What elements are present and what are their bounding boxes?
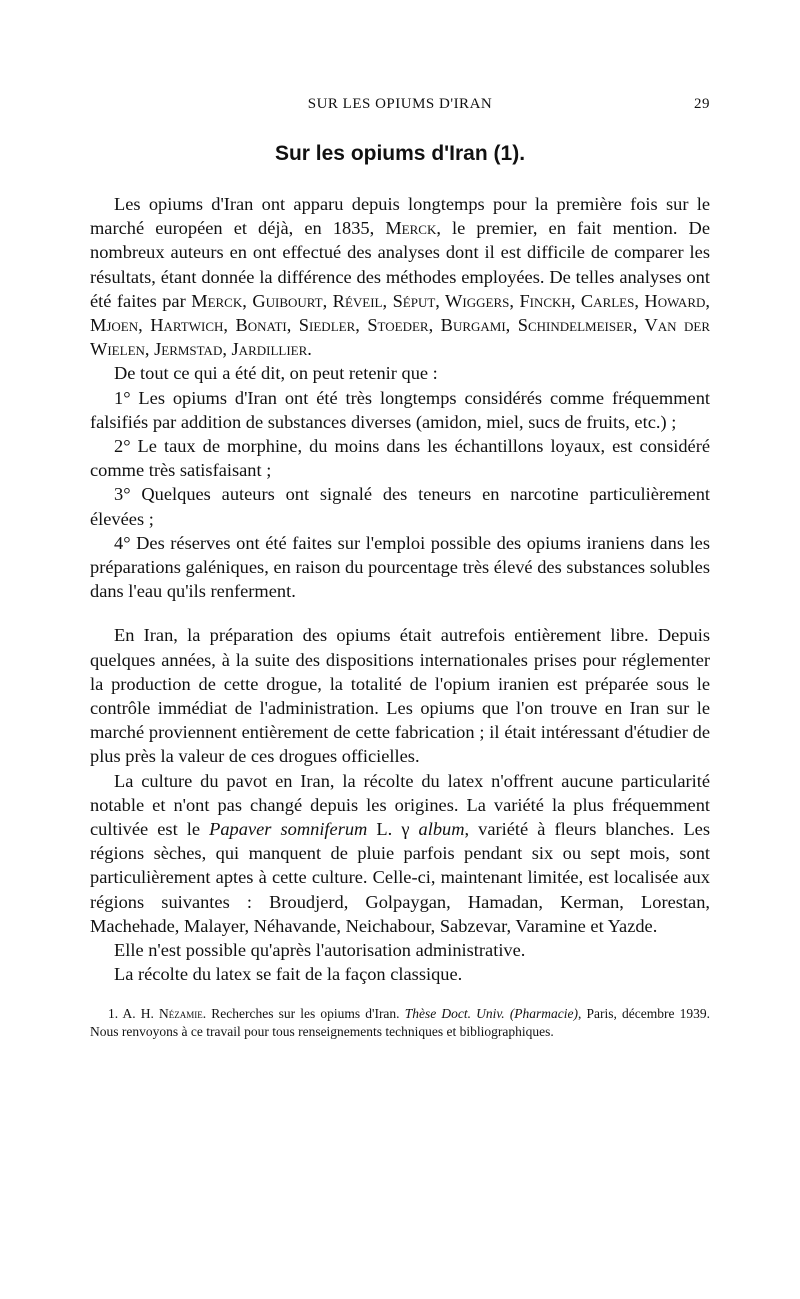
point-1: 1° Les opiums d'Iran ont été très longtemps considérés comme fréquemment falsifiés par addition de substances diverses (amidon, miel, sucs de fruits, etc.) ; <box>90 387 710 432</box>
running-title: SUR LES OPIUMS D'IRAN <box>307 96 493 112</box>
admin-paragraph: Elle n'est possible qu'après l'autorisation administrative. <box>114 940 526 961</box>
author-list: Merck, Guibourt, Réveil, Séput, Wiggers, Finckh, Carles, Howard, Mjoen, Hartwich, Bonati, Siedler, Stoeder, Burgami, Schindelmeiser, Van der Wielen, Jermstad, Jardillier <box>90 290 710 360</box>
harvest-paragraph: La récolte du latex se fait de la façon classique. <box>114 964 463 985</box>
author-list-end: . <box>307 339 312 360</box>
title-footnote-ref: (1) <box>493 142 520 165</box>
author-merck: Merck <box>385 218 437 239</box>
variety-name: album <box>418 819 465 840</box>
paragraph-gap <box>90 603 710 623</box>
footnote-text-b: , Paris, décembre 1939. Nous renvoyons à ce travail pour tous renseignements techniques et bibliographiques. <box>90 1005 711 1039</box>
intro-text-a: Les opiums d'Iran ont apparu depuis longtemps pour la première fois sur le marché européen et déjà, en 1835, <box>90 194 710 239</box>
point-3: 3° Quelques auteurs ont signalé des teneurs en narcotine particulièrement élevées ; <box>90 484 710 529</box>
book-page <box>90 88 710 1041</box>
culture-text-b: L. γ <box>376 819 410 840</box>
title-text: Sur les opiums d'Iran <box>274 142 488 165</box>
page-number: 29 <box>694 96 710 112</box>
culture-text-a: La culture du pavot en Iran, la récolte du latex n'offrent aucune particularité notable et n'ont pas changé depuis les origines. La variété la plus fréquemment cultivée est le <box>90 770 710 840</box>
culture-text-c: , variété à fleurs blanches. Les régions sèches, qui manquent de pluie parfois pendant six ou sept mois, sont particulièrement aptes à cette culture. Celle-ci, maintenant limitée, est localisée aux régions suivantes : Broudjerd, Golpaygan, Hamadan, Kerman, Lorestan, Machehade, Malayer, Néhavande, Neichabour, Sabzevar, Varamine et Yazde. <box>90 819 710 936</box>
footnote-prefix: 1. A. H. <box>108 1005 154 1021</box>
culture-paragraph <box>90 769 710 938</box>
intro-text-b: , le premier, en fait mention. De nombreux auteurs en ont effectué des analyses dont il est difficile de comparer les résultats, étant donnée la différence des méthodes employées. De telles analyses ont été faites par <box>90 218 710 311</box>
point-2: 2° Le taux de morphine, du moins dans les échantillons loyaux, est considéré comme très satisfaisant ; <box>90 436 710 481</box>
footnote-thesis: Thèse Doct. Univ. (Pharmacie) <box>404 1005 579 1021</box>
species-name: Papaver somniferum <box>209 819 368 840</box>
intro-paragraph <box>90 192 710 361</box>
footnote-text-a: . Recherches sur les opiums d'Iran. <box>202 1005 400 1021</box>
footnote-author: Nézamie <box>159 1005 203 1021</box>
footnote <box>90 1005 710 1041</box>
retain-intro: De tout ce qui a été dit, on peut retenir que : <box>114 363 438 384</box>
title-period: . <box>519 142 526 165</box>
article-title <box>90 142 710 166</box>
running-head <box>90 88 710 118</box>
preparation-paragraph: En Iran, la préparation des opiums était autrefois entièrement libre. Depuis quelques années, à la suite des dispositions internationales prises pour réglementer la production de cette drogue, la totalité de l'opium iranien est préparée sous le contrôle immédiat de l'administration. Les opiums que l'on trouve en Iran sur le marché proviennent entièrement de cette fabrication ; il était intéressant d'étudier de plus près la valeur de ces drogues officielles. <box>90 625 710 767</box>
point-4: 4° Des réserves ont été faites sur l'emploi possible des opiums iraniens dans les préparations galéniques, en raison du pourcentage très élevé des substances solubles dans l'eau qu'ils renferment. <box>90 532 710 602</box>
